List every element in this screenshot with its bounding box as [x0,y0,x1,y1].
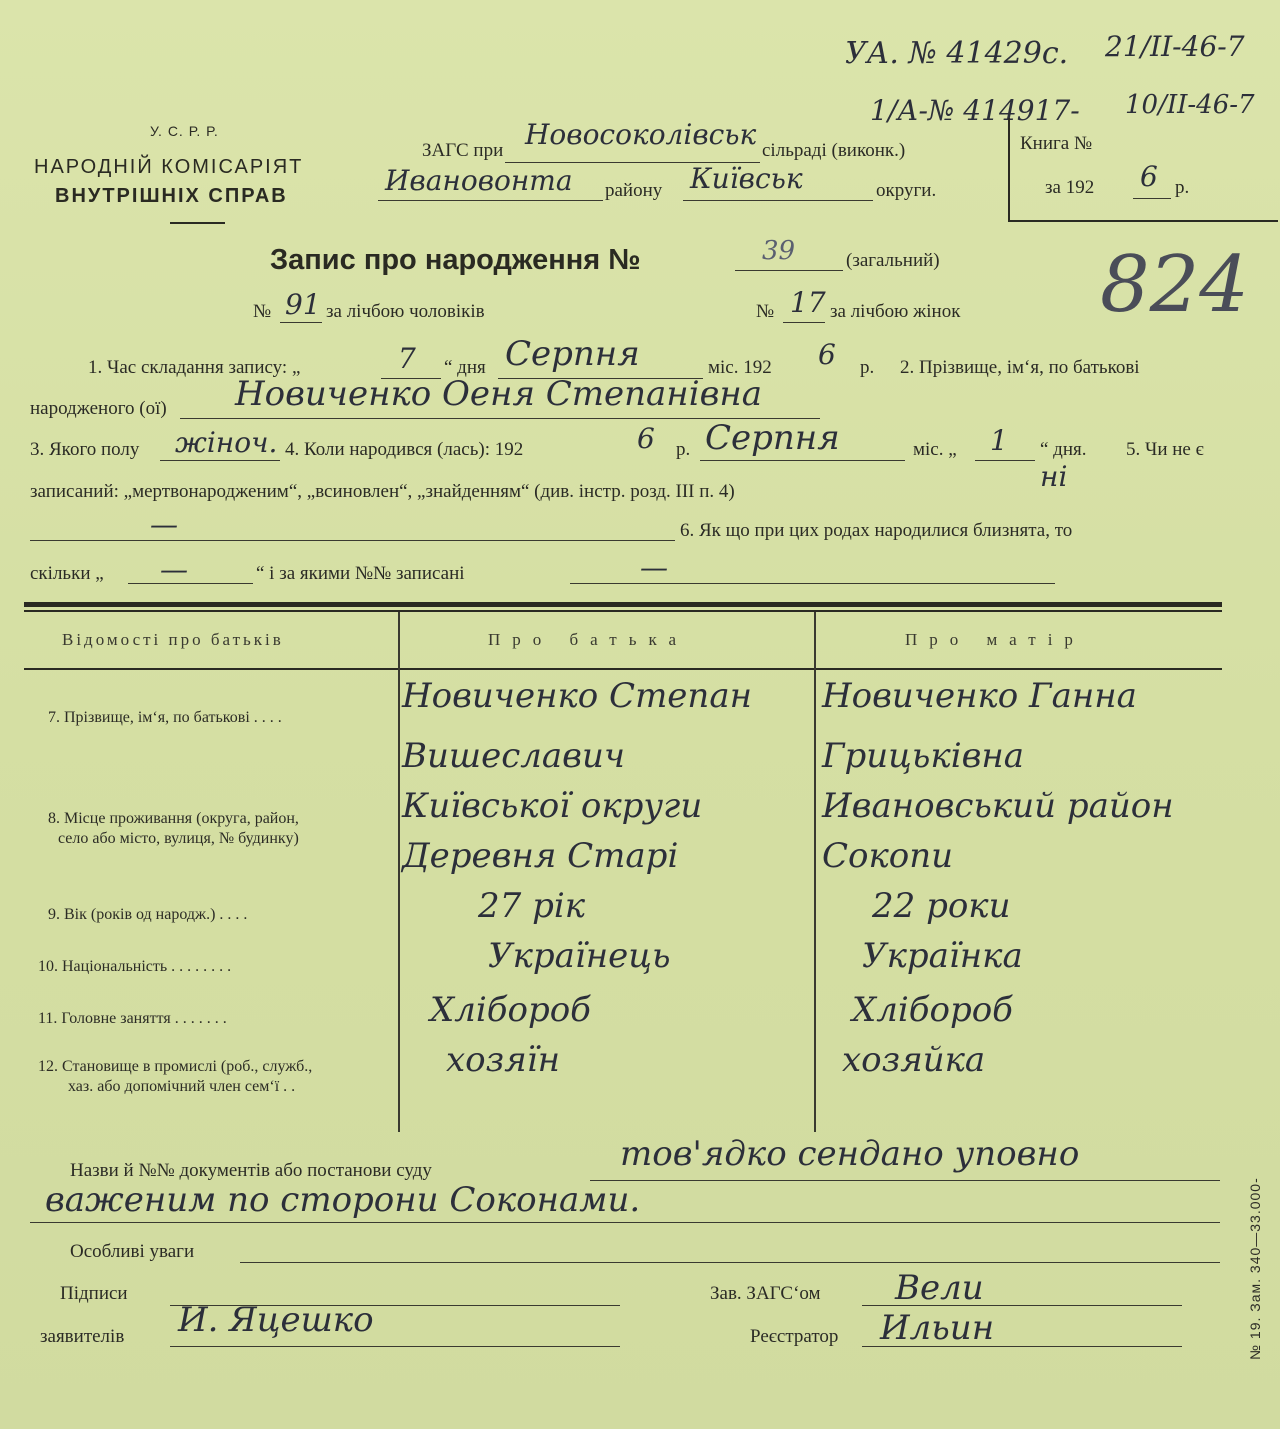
row-9-label: 9. Вік (років од народж.) . . . . [48,906,248,923]
year-line [1133,198,1171,199]
f1-day: 7 [398,342,416,375]
f6-numbers-value: — [640,551,668,584]
top-note-2: 1/А-№ 414917- [870,94,1080,127]
male-no-line [280,322,322,323]
record-general: (загальний) [846,250,940,271]
row-12-label-b: хаз. або допомічний член сем‘ї . . [68,1078,296,1095]
row-7-label: 7. Прізвище, ім‘я, по батькові . . . . [48,709,282,726]
mother-place-2: Сокопи [822,836,954,876]
mother-name-2: Грицьківна [822,736,1025,776]
record-number: 39 [762,236,796,266]
docs-value-2: важеним по сторони Соконами. [45,1180,641,1220]
male-label: за лічбою чоловіків [326,301,485,322]
year-label: за 192 [1045,177,1095,198]
raion-line [378,200,603,201]
mother-nationality: Українка [862,936,1023,976]
table-top-rule [24,602,1222,607]
female-no-line [783,322,825,323]
registrar-signature: Ильин [880,1308,995,1348]
f5-label-b: записаний: „мертвонародженим“, „всиновлен“, „знайденням“ (див. інстр. розд. ІІІ п. 4) [30,481,735,502]
father-age: 27 рік [478,886,586,926]
f6-label-b: скільки „ [30,563,104,584]
f4-year-label: р. [676,439,691,460]
f4-day-label: “ дня. [1040,439,1087,460]
ministry-line-2: ВНУТРІШНІХ СПРАВ [55,185,288,207]
mother-occupation: Хлібороб [852,990,1013,1030]
father-place-2: Деревня Старі [402,836,679,876]
father-occupation: Хлібороб [430,990,591,1030]
f6-label-c: “ і за якими №№ записані [256,563,465,584]
raion-label: району [605,180,663,201]
table-head-info: Відомості про батьків [62,630,284,649]
raion-value: Ивановонта [385,164,573,197]
registrar-label: Реєстратор [750,1326,839,1347]
okrug-line [683,200,873,201]
sign-label-1: Підписи [60,1283,128,1304]
row-8-label-a: 8. Місце проживання (округа, район, [48,810,299,827]
f3-label: 3. Якого полу [30,439,140,460]
f1-month: Серпня [505,334,640,374]
head-signature: Вели [895,1268,984,1308]
top-note-1-date: 21/ІІ-46-7 [1105,30,1245,63]
notes-label: Особливі уваги [70,1241,195,1262]
docs-label: Назви й №№ документів або постанови суду [70,1160,432,1181]
top-note-2-date: 10/ІІ-46-7 [1125,90,1255,120]
male-no: 91 [285,288,321,321]
f4-month-line [700,460,905,461]
f1-label: 1. Час складання запису: „ [88,357,301,378]
side-print-label: № 19. Зам. 340—33.000- [1247,1177,1263,1360]
f1-year-label: р. [860,357,875,378]
row-12-label-a: 12. Становище в промислі (роб., служб., [38,1058,313,1075]
zags-value: Новосоколівськ [525,118,757,151]
father-nationality: Українець [488,936,671,976]
female-no-sign: № [756,301,775,322]
f1-day-label: “ дня [444,357,486,378]
mother-age: 22 роки [872,886,1011,926]
book-label: Книга № [1020,133,1093,154]
okrug-label: округи. [876,180,937,201]
male-no-sign: № [253,301,272,322]
sign-label-2: заявителів [40,1326,125,1347]
f6-blank-dash: — [150,508,178,541]
father-name-1: Новиченко Степан [402,676,752,716]
row-10-label: 10. Національність . . . . . . . . [38,958,232,975]
mother-name-1: Новиченко Ганна [822,676,1137,716]
f4-month: Серпня [705,418,840,458]
f4-label: 4. Коли народився (лась): 192 [285,439,524,460]
docs-line-2 [30,1222,1220,1223]
header-divider [170,222,225,224]
f5-value: ні [1040,460,1068,493]
f3-value: жіноч. [175,426,278,459]
mother-status: хозяйка [842,1040,986,1080]
top-note-1: УА. № 41429с. [845,36,1069,71]
f6-label: 6. Як що при цих родах народилися близнята, то [680,520,1073,541]
ussr-label: У. С. Р. Р. [150,123,219,139]
mother-place-1: Ивановський район [822,786,1174,826]
f6-count: — [160,553,188,586]
f1-month-label: міс. 192 [708,357,772,378]
f1-year: 6 [818,338,836,371]
notes-line [240,1262,1220,1263]
father-status: хозяїн [446,1040,560,1080]
row-11-label: 11. Головне заняття . . . . . . . [38,1010,227,1027]
female-label: за лічбою жінок [830,301,961,322]
female-no: 17 [790,286,826,319]
year-digit: 6 [1140,160,1158,193]
year-suffix: р. [1175,177,1190,198]
record-number-line [735,270,843,271]
f4-day: 1 [990,424,1008,457]
f4-year: 6 [637,422,655,455]
row-8-label-b: село або місто, вулиця, № будинку) [58,830,299,847]
father-place-1: Київської округи [402,786,703,826]
f6-blank-line [30,540,675,541]
head-label: Зав. ЗАГС‘ом [710,1283,821,1304]
table-head-mother: Про матір [905,630,1085,649]
f3-line [160,460,280,461]
table-top-rule-thin [24,610,1222,612]
zags-label: ЗАГС при [422,140,504,161]
ministry-line-1: НАРОДНІЙ КОМІСАРІЯТ [34,156,304,178]
record-title: Запис про народження № [270,244,641,276]
f6-count-line [128,583,253,584]
sign-line-2 [170,1346,620,1347]
margin-number: 824 [1100,240,1249,330]
silradi-label: сільраді (виконк.) [762,140,906,161]
okrug-value: Київськ [690,162,803,195]
f2-label-b: народженого (ої) [30,398,167,419]
f4-month-label: міс. „ [913,439,957,460]
applicant-signature: И. Яцешко [178,1300,374,1340]
table-head-rule [24,668,1222,670]
table-head-father: Про батька [488,630,689,649]
table-col-divider-2 [814,612,816,1132]
table-col-divider-1 [398,612,400,1132]
f2-value: Новиченко Оеня Степанівна [235,374,763,414]
f5-label: 5. Чи не є [1126,439,1204,460]
father-name-2: Вишеславич [402,736,626,776]
f2-label: 2. Прізвище, ім‘я, по батькові [900,357,1140,378]
f4-day-line [975,460,1035,461]
docs-value: тов'ядко сендано уповно [620,1134,1080,1174]
docs-line-1 [590,1180,1220,1181]
